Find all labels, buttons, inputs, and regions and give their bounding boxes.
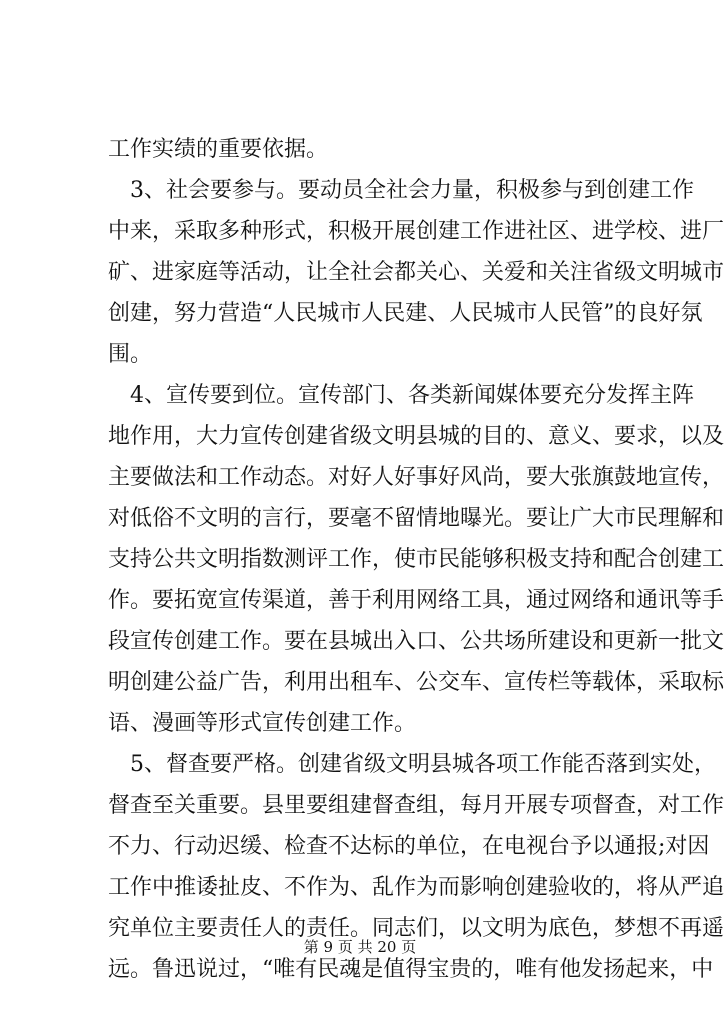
text-line: 不力、行动迟缓、检查不达标的单位，在电视台予以通报;对因 [108, 834, 710, 859]
text-line: 督查至关重要。县里要组建督查组，每月开展专项督查，对工作 [108, 793, 724, 818]
text-line: 工作中推诿扯皮、不作为、乱作为而影响创建验收的，将从严追 [108, 875, 724, 900]
text-line: 3、社会要参与。要动员全社会力量，积极参与到创建工作 [130, 178, 694, 203]
text-line: 地作用，大力宣传创建省级文明县城的目的、意义、要求，以及 [108, 424, 724, 449]
text-line: 支持公共文明指数测评工作，使市民能够积极支持和配合创建工 [108, 547, 724, 572]
text-line: 远。鲁迅说过，“唯有民魂是值得宝贵的，唯有他发扬起来，中 [108, 957, 714, 982]
text-line: 语、漫画等形式宣传创建工作。 [108, 711, 417, 736]
text-line: 段宣传创建工作。要在县城出入口、公共场所建设和更新一批文 [108, 629, 724, 654]
text-line: 围。 [108, 342, 153, 367]
text-line: 工作实绩的重要依据。 [108, 137, 329, 162]
page-number: 第 9 页 共 20 页 [303, 938, 417, 956]
text-line: 对低俗不文明的言行，要毫不留情地曝光。要让广大市民理解和 [108, 506, 724, 531]
text-line: 明创建公益广告，利用出租车、公交车、宣传栏等载体，采取标 [108, 670, 724, 695]
text-line: 主要做法和工作动态。对好人好事好风尚，要大张旗鼓地宣传， [108, 465, 724, 490]
text-line: 中来，采取多种形式，积极开展创建工作进社区、进学校、进厂 [108, 219, 724, 244]
text-line: 5、督查要严格。创建省级文明县城各项工作能否落到实处， [130, 752, 716, 777]
text-line: 究单位主要责任人的责任。同志们，以文明为底色，梦想不再遥 [108, 916, 724, 941]
text-line: 4、宣传要到位。宣传部门、各类新闻媒体要充分发挥主阵 [130, 383, 694, 408]
text-line: 矿、进家庭等活动，让全社会都关心、关爱和关注省级文明城市 [108, 260, 724, 285]
text-line: 创建，努力营造“人民城市人民建、人民城市人民管”的良好氛 [108, 301, 703, 326]
text-line: 作。要拓宽宣传渠道，善于利用网络工具，通过网络和通讯等手 [108, 588, 724, 613]
